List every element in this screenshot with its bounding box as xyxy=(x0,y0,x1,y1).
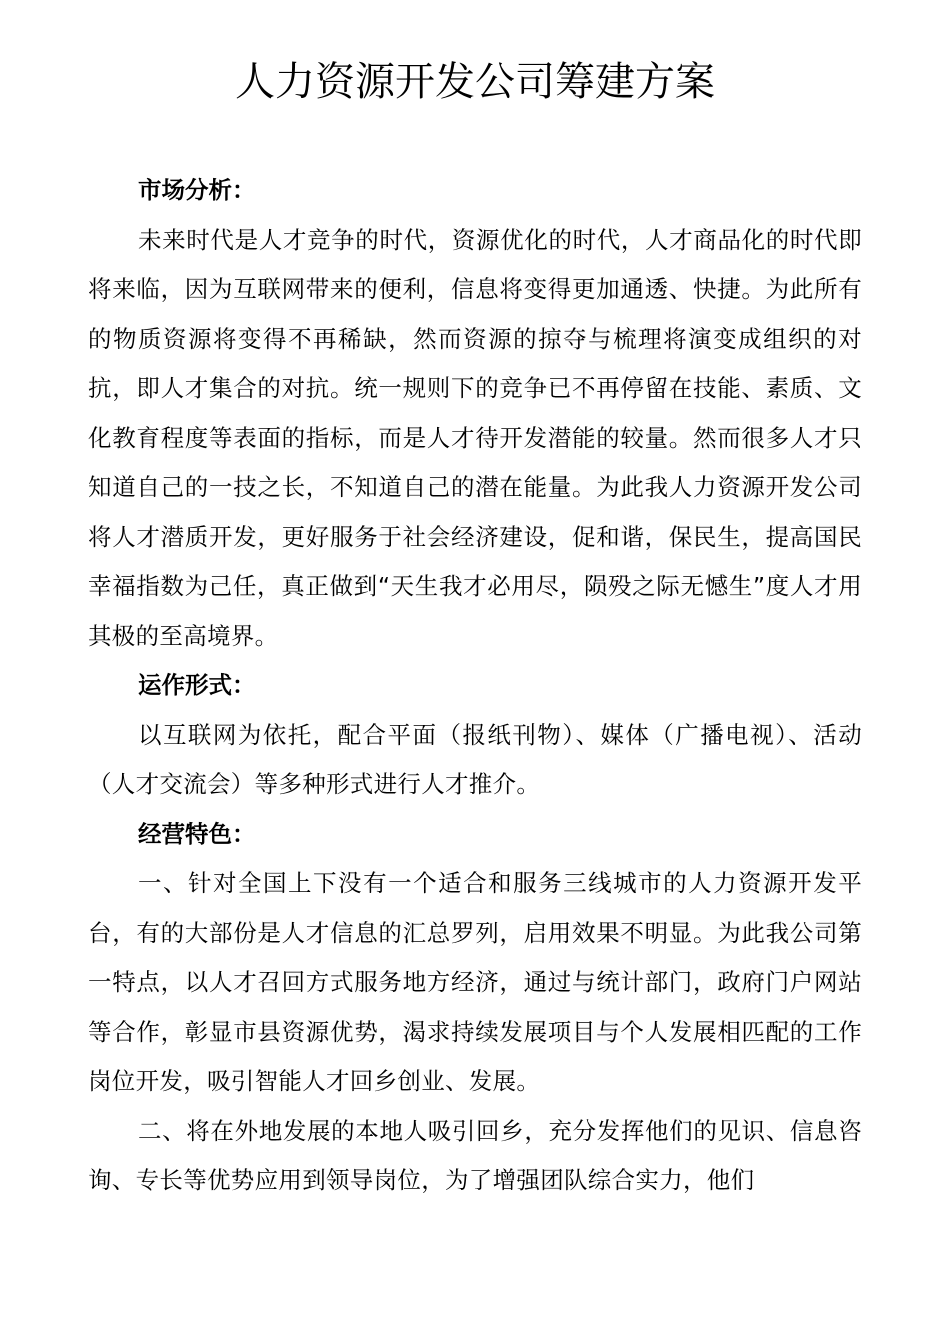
section-business-features xyxy=(88,810,862,1206)
document-title: 人力资源开发公司筹建方案 xyxy=(235,59,715,105)
body-paragraph: 二、将在外地发展的本地人吸引回乡，充分发挥他们的见识、信息咨询、专长等优势应用到领导岗位，为了增强团队综合实力，他们 xyxy=(88,1116,862,1194)
section-market-analysis xyxy=(88,166,862,661)
body-paragraph: 以互联网为依托，配合平面（报纸刊物）、媒体（广播电视）、活动（人才交流会）等多种形式进行人才推介。 xyxy=(88,720,862,798)
section-heading: 经营特色： xyxy=(138,819,256,848)
section-heading: 运作形式： xyxy=(138,671,256,699)
section-operation-form xyxy=(88,661,862,810)
body-paragraph: 未来时代是人才竞争的时代，资源优化的时代，人才商品化的时代即将来临，因为互联网带来的便利，信息将变得更加通透、快捷。为此所有的物质资源将变得不再稀缺，然而资源的掠夺与梳理将演变成组织的对抗，即人才集合的对抗。统一规则下的竞争已不再停留在技能、素质、文化教育程度等表面的指标，而是人才待开发潜能的较量。然而很多人才只知道自己的一技之长，不知道自己的潜在能量。为此我人力资源开发公司将人才潜质开发，更好服务于社会经济建设，促和谐，保民生，提高国民幸福指数为己任，真正做到“天生我才必用尽，陨殁之际无憾生”度人才用其极的至高境界。 xyxy=(88,225,862,650)
document-body xyxy=(88,166,862,1206)
section-heading: 市场分析： xyxy=(138,176,256,204)
body-paragraph: 一、针对全国上下没有一个适合和服务三线城市的人力资源开发平台，有的大部份是人才信息的汇总罗列，启用效果不明显。为此我公司第一特点，以人才召回方式服务地方经济，通过与统计部门，政府门户网站等合作，彰显市县资源优势，渴求持续发展项目与个人发展相匹配的工作岗位开发，吸引智能人才回乡创业、发展。 xyxy=(88,869,862,1095)
